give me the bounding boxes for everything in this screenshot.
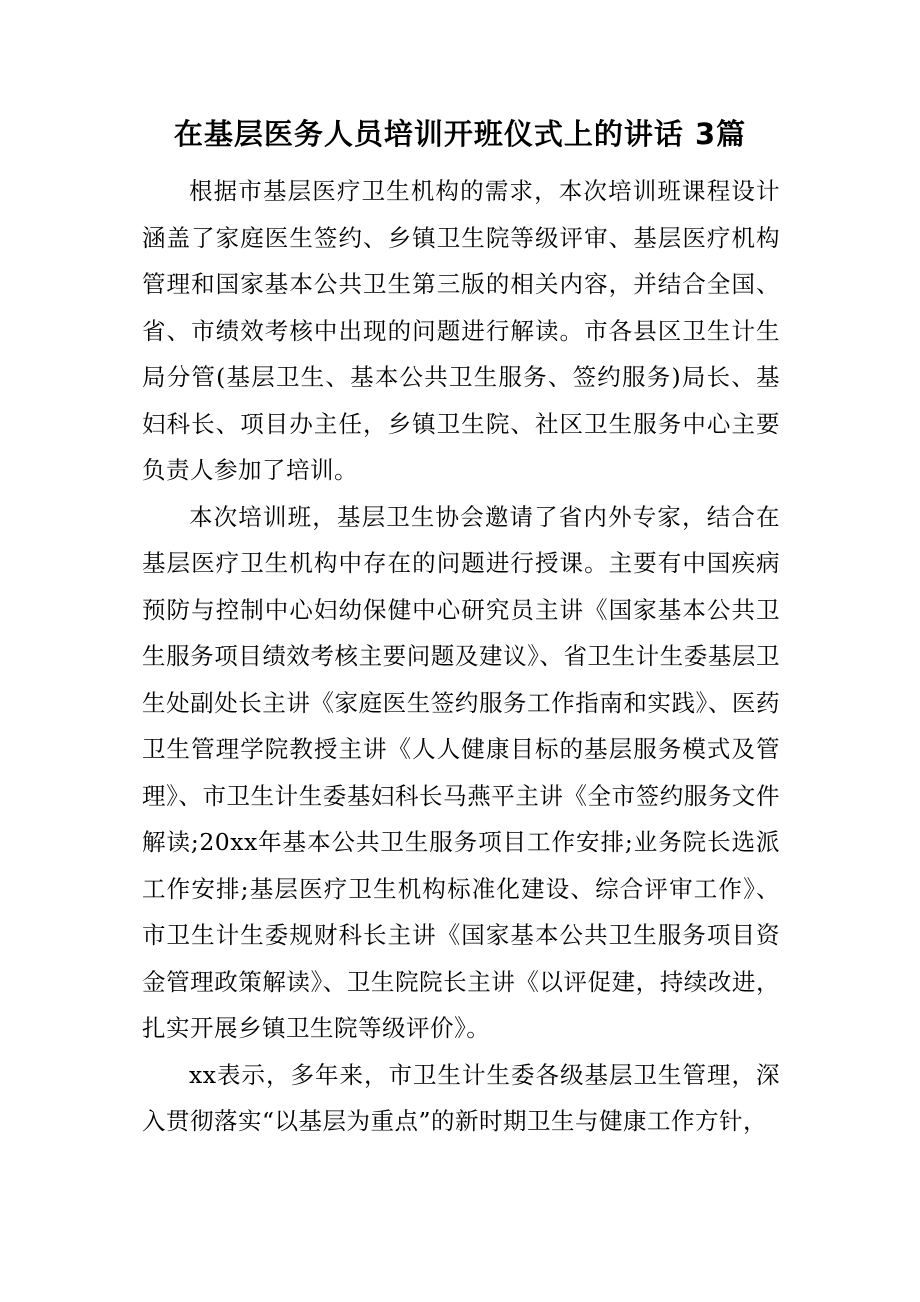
- document-title: 在基层医务人员培训开班仪式上的讲话 3篇: [173, 117, 747, 151]
- paragraph-3: xx表示，多年来，市卫生计生委各级基层卫生管理，深入贯彻落实“以基层为重点”的新时期卫生与健康工作方针，: [142, 1060, 780, 1135]
- paragraph-1: 根据市基层医疗卫生机构的需求，本次培训班课程设计涵盖了家庭医生签约、乡镇卫生院等级评审、基层医疗机构管理和国家基本公共卫生第三版的相关内容，并结合全国、省、市绩效考核中出现的问题进行解读。市各县区卫生计生局分管(基层卫生、基本公共卫生服务、签约服务)局长、基妇科长、项目办主任，乡镇卫生院、社区卫生服务中心主要负责人参加了培训。: [142, 177, 780, 484]
- paragraph-2: 本次培训班，基层卫生协会邀请了省内外专家，结合在基层医疗卫生机构中存在的问题进行授课。主要有中国疾病预防与控制中心妇幼保健中心研究员主讲《国家基本公共卫生服务项目绩效考核主要问题及建议》、省卫生计生委基层卫生处副处长主讲《家庭医生签约服务工作指南和实践》、医药卫生管理学院教授主讲《人人健康目标的基层服务模式及管理》、市卫生计生委基妇科长马燕平主讲《全市签约服务文件解读;20xx年基本公共卫生服务项目工作安排;业务院长选派工作安排;基层医疗卫生机构标准化建设、综合评审工作》、市卫生计生委规财科长主讲《国家基本公共卫生服务项目资金管理政策解读》、卫生院院长主讲《以评促建，持续改进，扎实开展乡镇卫生院等级评价》。: [142, 502, 780, 1042]
- document-body: [142, 168, 780, 1145]
